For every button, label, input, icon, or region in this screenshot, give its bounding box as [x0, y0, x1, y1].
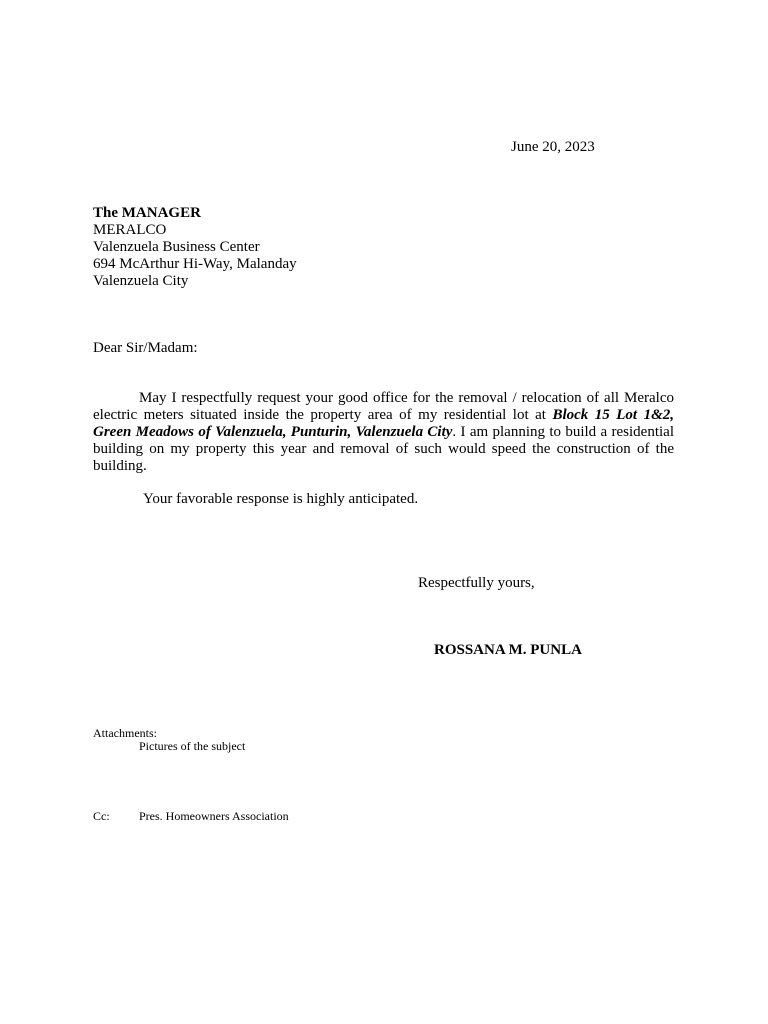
recipient-title: The MANAGER: [93, 205, 201, 221]
closing-paragraph: Your favorable response is highly anticipated.: [143, 491, 419, 507]
recipient-city: Valenzuela City: [93, 273, 189, 289]
attachments-label: Attachments:: [93, 726, 157, 740]
signatory-name: ROSSANA M. PUNLA: [434, 642, 582, 658]
recipient-block: [93, 205, 297, 290]
property-location: Block 15 Lot 1&2, Green Meadows of Valenzuela, Punturin, Valenzuela City: [93, 407, 674, 440]
attachment-item: Pictures of the subject: [139, 739, 246, 753]
recipient-office: Valenzuela Business Center: [93, 239, 260, 255]
letter-date: June 20, 2023: [511, 139, 595, 155]
recipient-company: MERALCO: [93, 222, 167, 238]
body-text-part1: May I respectfully request your good office for the removal / relocation of all Meralco electric meters situated inside the property area of my residential lot at: [93, 390, 674, 423]
complimentary-close: Respectfully yours,: [418, 575, 535, 591]
cc-value: Pres. Homeowners Association: [139, 809, 289, 823]
cc-label: Cc:: [93, 809, 110, 823]
body-text-part2: . I am planning to build a residential building on my property this year and removal of such would speed the construction of the building.: [93, 424, 674, 474]
recipient-address: 694 McArthur Hi-Way, Malanday: [93, 256, 297, 272]
body-paragraph: [93, 390, 674, 475]
salutation: Dear Sir/Madam:: [93, 340, 198, 356]
